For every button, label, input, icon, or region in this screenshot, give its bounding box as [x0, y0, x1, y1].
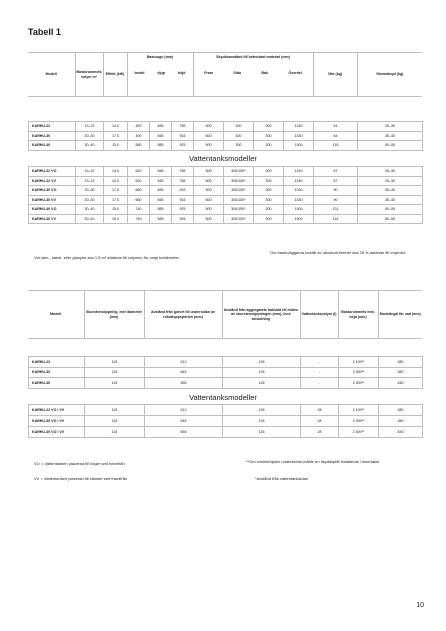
table-cell: 30–40 — [76, 141, 104, 151]
table-cell: 1240 — [284, 122, 314, 132]
table-cell: 915 — [172, 195, 194, 205]
table-row — [29, 205, 423, 215]
table2-tank-body — [28, 404, 423, 438]
col-volume: Basturummets volym m³ — [75, 53, 103, 97]
table-row — [29, 378, 423, 389]
table-cell: 115 — [85, 405, 145, 416]
table-cell: 115 — [85, 427, 145, 438]
table-cell: 660 — [128, 195, 150, 205]
t2-col-model: Modell — [28, 291, 84, 339]
col-back: Bak — [261, 71, 268, 76]
table-cell: 500 — [194, 122, 224, 132]
table-cell: 490 — [128, 131, 150, 141]
table-cell: 64 — [314, 131, 358, 141]
table-cell: 500 — [194, 186, 224, 196]
table-cell: 28 — [301, 427, 339, 438]
table-cell: 785 — [172, 167, 194, 177]
table-cell: 126 — [223, 378, 301, 389]
table-cell: 465 — [150, 167, 172, 177]
table-cell: 300/150* — [224, 195, 254, 205]
table-cell: 50–55 — [358, 214, 423, 224]
table-cell: 14.0 — [104, 167, 128, 177]
table-cell: 300/150* — [224, 167, 254, 177]
table-cell: 450 — [379, 378, 423, 389]
table-cell: 785 — [172, 176, 194, 186]
table-cell: KARHU-40 — [29, 378, 85, 389]
table-cell: 50–55 — [358, 205, 423, 215]
col-power: Effekt (kW) — [103, 53, 127, 97]
table-cell: 20–30 — [76, 186, 104, 196]
page-title: Tabell 1 — [28, 27, 61, 37]
col-stove-width: bredd — [134, 71, 145, 76]
table2-header — [28, 290, 422, 339]
table-cell: 126 — [223, 405, 301, 416]
col-safety-title: Skyddsavstånd till brännbart material (mm) — [216, 55, 290, 59]
t2-col-floor: Avstånd från golvet till undersidan av rökutloppsporten (mm) — [144, 291, 222, 339]
table-cell: - — [301, 357, 339, 368]
table-cell: 1330 — [284, 195, 314, 205]
table-cell: KARHU-30 — [29, 131, 76, 141]
table-cell: 61 — [314, 122, 358, 132]
table1-tank-body — [28, 166, 423, 224]
table-cell: 35–40 — [358, 195, 423, 205]
table-cell: KARHU-40 VO / VV — [29, 427, 85, 438]
table-cell: 13–22 — [76, 167, 104, 177]
table-cell: 17.0 — [104, 186, 128, 196]
table-cell: 126 — [223, 427, 301, 438]
table-cell: 2 300** — [339, 378, 379, 389]
table1-body — [28, 121, 423, 151]
table-cell: 465 — [150, 176, 172, 186]
table-cell: 15.0 — [104, 141, 128, 151]
table1-subtitle: Vattentanksmodeller — [189, 154, 257, 163]
col-stove-depth: djup — [157, 71, 165, 76]
table-cell: 35–40 — [358, 131, 423, 141]
table-cell: 28 — [301, 405, 339, 416]
table-cell: 620 — [128, 176, 150, 186]
table-cell: 512 — [145, 357, 223, 368]
footnote-double-star: **Om minimihöjden underskrids måste en skyddsplåt installeras i innertaket — [246, 459, 380, 464]
table-cell: 500 — [194, 214, 224, 224]
table-cell: 925 — [172, 141, 194, 151]
table-cell: 300 — [254, 176, 284, 186]
table-cell: KARHU-22 — [29, 357, 85, 368]
table-cell: 500 — [194, 176, 224, 186]
table-cell: KARHU-30 — [29, 367, 85, 378]
table-row — [29, 195, 423, 205]
table-cell: 25–30 — [358, 176, 423, 186]
table-cell: 300 — [254, 186, 284, 196]
t2-col-flue: Avstånd från aggregatets baksida till mitten av skorstensöppningen (mm), övre anslutning — [222, 291, 300, 339]
table-cell: 17.0 — [104, 131, 128, 141]
table-cell: 300 — [224, 141, 254, 151]
table-cell: 1240 — [284, 167, 314, 177]
table-cell: 30–40 — [76, 214, 104, 224]
table-cell: 90 — [314, 186, 358, 196]
col-stove-title: Bastuugn (mm) — [146, 55, 174, 59]
note-right: Om bastuväggarna består av oisolerat timmer ska 25 % adderas till volymen. — [270, 250, 407, 255]
table-cell: 300/150* — [224, 214, 254, 224]
table-row — [29, 122, 423, 132]
table-cell: 115 — [85, 416, 145, 427]
table-cell: 580 — [128, 141, 150, 151]
table-cell: 380 — [379, 357, 423, 368]
table-cell: 645 — [145, 416, 223, 427]
table-cell: 500 — [194, 141, 224, 151]
table-cell: 300 — [254, 167, 284, 177]
t2-col-chimney: Skorstensöppning, inre diameter (mm) — [84, 291, 144, 339]
table-row — [29, 141, 423, 151]
table-cell: 2 300** — [339, 416, 379, 427]
table-cell: 925 — [172, 214, 194, 224]
table-cell: 15.0 — [104, 214, 128, 224]
table-row — [29, 357, 423, 368]
table-cell: 131 — [314, 205, 358, 215]
table-cell: 1300 — [284, 141, 314, 151]
table-cell: 740 — [128, 214, 150, 224]
table-row — [29, 131, 423, 141]
table-cell: 915 — [172, 186, 194, 196]
table-cell: 660 — [128, 186, 150, 196]
table-cell: - — [301, 378, 339, 389]
table-cell: KARHU-40 VV — [29, 214, 76, 224]
table-cell: KARHU-22 VV — [29, 176, 76, 186]
table-cell: 585 — [150, 214, 172, 224]
table-cell: 1300 — [284, 205, 314, 215]
table-cell: 500 — [194, 167, 224, 177]
table1-header — [28, 52, 422, 97]
table-cell: 300 — [224, 122, 254, 132]
col-weight: Vikt (kg) — [313, 53, 357, 97]
table2-body — [28, 356, 423, 389]
table-cell: 115 — [85, 367, 145, 378]
table-row — [29, 214, 423, 224]
table-row — [29, 186, 423, 196]
table-cell: 500 — [194, 195, 224, 205]
col-stove — [127, 53, 193, 97]
table-cell: 465 — [150, 131, 172, 141]
col-front: Fram — [204, 71, 213, 76]
table-cell: 512 — [145, 405, 223, 416]
footnote-vv: VV = Vattentanken placerad till vänster sett framifrån — [34, 476, 128, 481]
table-cell: 115 — [85, 357, 145, 368]
table-cell: 50–55 — [358, 141, 423, 151]
footnote-vo: VO = Vattentanken placerad till höger sett framifrån — [34, 461, 125, 466]
table-cell: 300 — [254, 214, 284, 224]
table-cell: 300 — [254, 195, 284, 205]
table-cell: 380 — [379, 416, 423, 427]
table-cell: 15.0 — [104, 205, 128, 215]
table-cell: 20–30 — [76, 195, 104, 205]
table-cell: 2 100** — [339, 357, 379, 368]
page-number: 10 — [416, 602, 424, 609]
table-cell: 785 — [172, 122, 194, 132]
table-cell: 300 — [254, 205, 284, 215]
table-cell: 925 — [172, 205, 194, 215]
table-row — [29, 405, 423, 416]
table-cell: 585 — [150, 141, 172, 151]
table-row — [29, 176, 423, 186]
table-cell: - — [301, 367, 339, 378]
col-side: Sida — [233, 71, 241, 76]
table-cell: 915 — [172, 131, 194, 141]
table-cell: 126 — [223, 416, 301, 427]
table-row — [29, 167, 423, 177]
table-cell: 620 — [128, 167, 150, 177]
table-cell: 126 — [223, 367, 301, 378]
table-cell: 740 — [128, 205, 150, 215]
table-cell: 115 — [85, 378, 145, 389]
table-cell: KARHU-40 VO — [29, 205, 76, 215]
table-cell: 30–40 — [76, 205, 104, 215]
table-cell: 500 — [194, 131, 224, 141]
table-cell: 17.0 — [104, 195, 128, 205]
table-cell: 645 — [145, 367, 223, 378]
table-cell: 13–22 — [76, 122, 104, 132]
table-cell: 300 — [254, 141, 284, 151]
table-cell: 67 — [314, 167, 358, 177]
table-cell: 465 — [150, 195, 172, 205]
table-cell: 300/150* — [224, 205, 254, 215]
table-cell: 450 — [128, 122, 150, 132]
table-cell: 1330 — [284, 186, 314, 196]
table-cell: 380 — [379, 405, 423, 416]
table-cell: 14.0 — [104, 176, 128, 186]
t2-col-wall: Murklängd för vad (mm) — [378, 291, 422, 339]
col-stones: Stenmängd (kg) — [357, 53, 422, 97]
table-cell: 25–30 — [358, 167, 423, 177]
table-cell: 28 — [301, 416, 339, 427]
table-row — [29, 427, 423, 438]
table-cell: 655 — [145, 427, 223, 438]
table-row — [29, 416, 423, 427]
table-cell: KARHU-30 VO / VV — [29, 416, 85, 427]
table-cell: 300/150* — [224, 186, 254, 196]
table-cell: 465 — [150, 122, 172, 132]
table-cell: 14.0 — [104, 122, 128, 132]
note-left: Vid sten-, kakel- eller glasytor ska 1,5 m³ adderas till volymen för varje kubikmeter. — [34, 255, 180, 260]
table-cell: 20–30 — [76, 131, 104, 141]
table-cell: 585 — [150, 205, 172, 215]
table-cell: 2 300** — [339, 427, 379, 438]
table-cell: 90 — [314, 195, 358, 205]
table-cell: 115 — [314, 141, 358, 151]
table-row — [29, 367, 423, 378]
table-cell: 465 — [150, 186, 172, 196]
table-cell: 655 — [145, 378, 223, 389]
t2-col-tank-vol: Vattentanksvolym (l) — [300, 291, 338, 339]
table-cell: 500 — [194, 205, 224, 215]
table-cell: 25–30 — [358, 122, 423, 132]
table-cell: 300 — [254, 131, 284, 141]
table-cell: 126 — [223, 357, 301, 368]
footnote-star: *Avstånd från vattentanksidan — [255, 476, 309, 481]
table-cell: 300 — [224, 131, 254, 141]
table-cell: 300/150* — [224, 176, 254, 186]
table-cell: 1330 — [284, 131, 314, 141]
table-cell: 380 — [379, 367, 423, 378]
table-cell: 1300 — [284, 214, 314, 224]
table-cell: 67 — [314, 176, 358, 186]
t2-col-min-height: Basturummets min. höjd (mm) — [338, 291, 378, 339]
table-cell: 2 300** — [339, 367, 379, 378]
table-cell: KARHU-22 VO — [29, 167, 76, 177]
table-cell: 13–22 — [76, 176, 104, 186]
col-top: Överdel — [288, 71, 302, 76]
table-cell: KARHU-22 — [29, 122, 76, 132]
table-cell: KARHU-22 VO / VV — [29, 405, 85, 416]
table-cell: 300 — [254, 122, 284, 132]
table2-subtitle: Vattentanksmodeller — [189, 393, 257, 402]
table-cell: 450 — [379, 427, 423, 438]
col-safety — [193, 53, 313, 97]
table-cell: KARHU-30 VV — [29, 195, 76, 205]
col-stove-height: höjd — [177, 71, 186, 76]
table-cell: 131 — [314, 214, 358, 224]
table-cell: KARHU-30 VO — [29, 186, 76, 196]
col-model: Modell — [28, 53, 75, 97]
table-cell: 1240 — [284, 176, 314, 186]
table-cell: 2 100** — [339, 405, 379, 416]
table-cell: KARHU-40 — [29, 141, 76, 151]
table-cell: 35–40 — [358, 186, 423, 196]
